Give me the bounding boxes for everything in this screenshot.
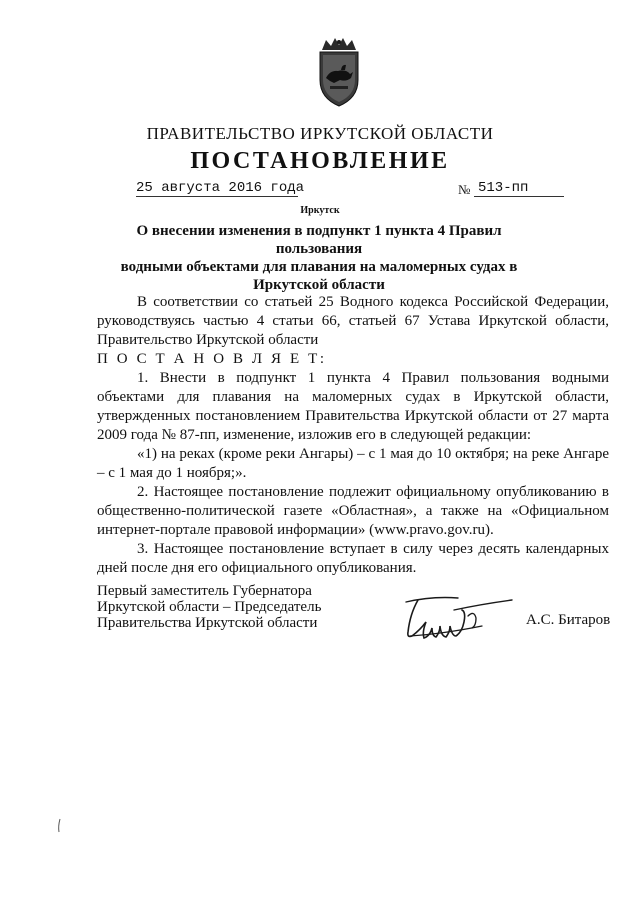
item-2-paragraph: 2. Настоящее постановление подлежит официальному опубликованию в общественно-политической газете «Областная», а также на «Официальном интернет-портале правовой информации» (www.pravo.gov.ru). [97,484,609,538]
position-line-2: Иркутской области – Председатель [97,599,322,615]
heading-line-1: О внесении изменения в подпункт 1 пункта 4 Правил пользования [136,223,502,257]
item-1-paragraph: 1. Внести в подпункт 1 пункта 4 Правил пользования водными объектами для плавания на маломерных судах в Иркутской области, утвержденных постановлением Правительства Иркутской области от 27 марта 2009 года № 87-пп, изменение, изложив его в следующей редакции: [97,370,609,443]
decree-word: П О С Т А Н О В Л Я Е Т: [97,351,327,367]
margin-mark [56,818,64,834]
document-number: 513-пп [478,180,529,196]
item-1-quote-paragraph: «1) на реках (кроме реки Ангары) – с 1 мая до 10 октября; на реке Ангаре – с 1 мая до 1 ноября;». [97,446,609,481]
government-name: ПРАВИТЕЛЬСТВО ИРКУТСКОЙ ОБЛАСТИ [146,124,494,143]
city-name: Иркутск [300,205,340,216]
coat-of-arms-icon [316,36,362,108]
document-heading [110,222,528,294]
heading-line-3: Иркутской области [253,277,385,293]
signatory-position [97,583,321,631]
date-underline [136,196,298,197]
signer-name: А.С. Битаров [526,612,611,628]
preamble-paragraph: В соответствии со статьей 25 Водного кодекса Российской Федерации, руководствуясь частью 4 статьи 66, статьей 67 Устава Иркутской области, Правительство Иркутской области [97,294,609,348]
position-line-3: Правительства Иркутской области [97,615,318,631]
handwritten-signature-icon [402,592,514,644]
item-3-paragraph: 3. Настоящее постановление вступает в силу через десять календарных дней после дня его официального опубликования. [97,541,609,576]
number-sign: № [458,182,471,197]
position-line-1: Первый заместитель Губернатора [97,583,312,599]
document-date: 25 августа 2016 года [136,180,305,196]
document-body [97,293,609,578]
document-type: ПОСТАНОВЛЕНИЕ [190,148,450,174]
number-underline [474,196,564,197]
heading-line-2: водными объектами для плавания на маломерных судах в [120,259,518,275]
